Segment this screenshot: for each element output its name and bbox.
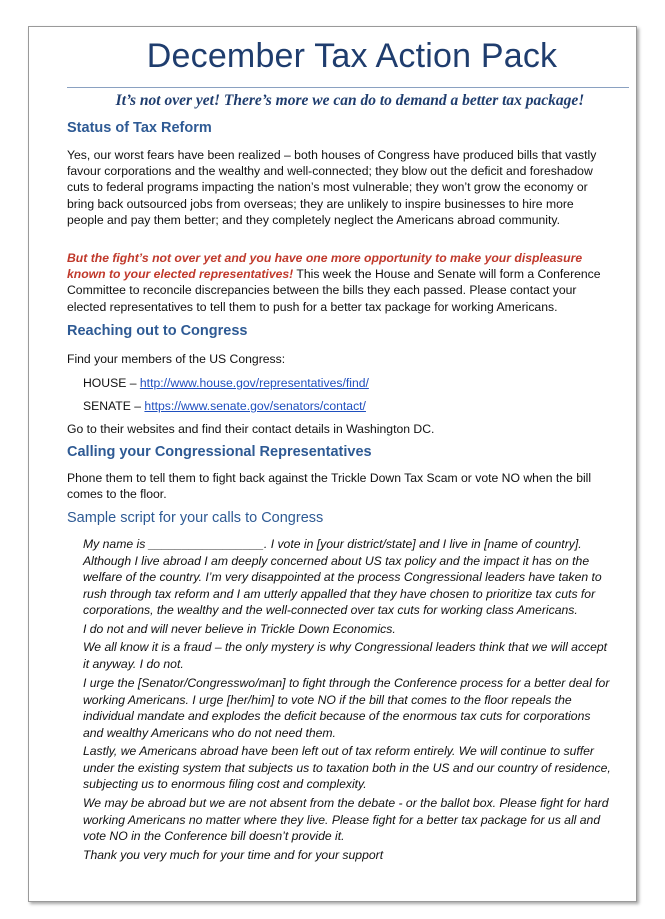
house-link[interactable]: http://www.house.gov/representatives/find/	[139, 376, 369, 390]
script-paragraph-5: Lastly, we Americans abroad have been left out of tax reform entirely. We will continue to suffer under the existing system that subjects us to taxation both in the US and our country of residence, subjecting us to enormous filing cost and complexity.	[83, 744, 611, 792]
senate-line	[83, 398, 623, 414]
script-paragraph-2: I do not and will never believe in Trickle Down Economics.	[83, 622, 396, 636]
reaching-outro: Go to their websites and find their contact details in Washington DC.	[67, 422, 435, 436]
document-page	[28, 26, 637, 902]
status-callout-paragraph	[67, 250, 607, 315]
status-paragraph: Yes, our worst fears have been realized – both houses of Congress have produced bills that vastly favour corporations and the wealthy and well-connected; they blow out the deficit and foreshadow cuts to federal programs impacting the nation’s most vulnerable; they won’t grow the economy or bring back outsourced jobs from overseas; they are unlikely to inspire businesses to hire more people and pay them better; and they completely neglect the Americans abroad community.	[67, 148, 597, 227]
script-paragraph-7: Thank you very much for your time and for your support	[83, 848, 384, 862]
reaching-intro: Find your members of the US Congress:	[67, 352, 286, 366]
page-title: December Tax Action Pack	[146, 37, 558, 75]
calling-heading: Calling your Congressional Representatives	[67, 444, 372, 460]
title-divider	[67, 87, 629, 88]
senate-link[interactable]: https://www.senate.gov/senators/contact/	[144, 399, 366, 413]
house-label: HOUSE –	[83, 376, 140, 390]
house-line	[83, 375, 623, 391]
reaching-heading: Reaching out to Congress	[67, 323, 248, 339]
calling-paragraph: Phone them to tell them to fight back against the Trickle Down Tax Scam or vote NO when the bill comes to the floor.	[67, 471, 592, 502]
script-paragraph-1: My name is _________________. I vote in [your district/state] and I live in [name of country]. Although I live abroad I am deeply concerned about US tax policy and the impact it has on the welfare of the country. I’m very disappointed at the process Congressional leaders have taken to rush through tax reform and I am utterly appalled that they have chosen to prioritize tax cuts for corporations, the wealthy and the well-connected over tax cuts for working class Americans.	[83, 537, 602, 618]
page-subtitle: It’s not over yet! There’s more we can do to demand a better tax package!	[115, 92, 585, 109]
callout-emphasis: But the fight’s not over yet and you have one more opportunity to make your displeasure known to your elected representatives!	[67, 251, 583, 282]
callout-body: This week the House and Senate will form a Conference Committee to reconcile discrepancies between the bills they each passed. Please contact your elected representatives to tell them to push for a better tax package for working Americans.	[67, 267, 601, 314]
script-paragraph-3: We all know it is a fraud – the only mystery is why Congressional leaders think that we will accept it anyway. I do not.	[83, 640, 608, 671]
script-paragraph-4: I urge the [Senator/Congresswo/man] to fight through the Conference process for a better deal for working Americans. I urge [her/him] to vote NO if the bill that comes to the floor repeals the individual mandate and explodes the deficit because of the enormous tax cuts for corporations and wealthy Americans who do not need them.	[83, 676, 610, 740]
senate-label: SENATE –	[83, 399, 145, 413]
script-heading: Sample script for your calls to Congress	[67, 510, 324, 526]
status-heading: Status of Tax Reform	[67, 120, 212, 136]
script-paragraph-6: We may be abroad but we are not absent from the debate - or the ballot box. Please fight for hard working Americans no matter where they live. Please fight for a better tax package for us all and vote NO in the Conference bill doesn’t provide it.	[83, 796, 609, 844]
